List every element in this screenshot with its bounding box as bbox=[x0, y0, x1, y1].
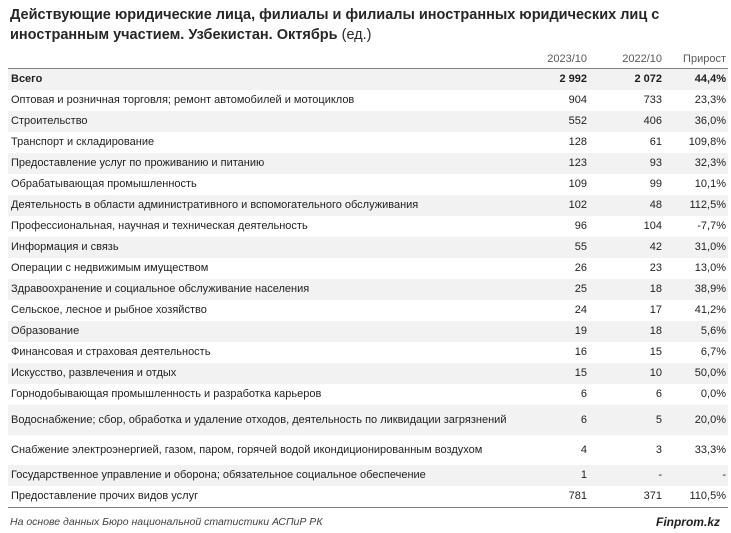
row-label: Строительство bbox=[8, 111, 514, 132]
table-row bbox=[8, 111, 728, 132]
row-label: Искусство, развлечения и отдых bbox=[8, 363, 514, 384]
value-2023: 15 bbox=[514, 363, 589, 384]
value-growth: 50,0% bbox=[664, 363, 728, 384]
table-row bbox=[8, 279, 728, 300]
title-text: Действующие юридические лица, филиалы и филиалы иностранных юридических лиц с иностранным участием. Узбекистан. Октябрь bbox=[10, 7, 660, 43]
value-growth: 32,3% bbox=[664, 153, 728, 174]
table-row bbox=[8, 195, 728, 216]
table-row bbox=[8, 216, 728, 237]
table-body bbox=[8, 69, 728, 508]
value-growth: 0,0% bbox=[700, 388, 726, 400]
value-2022: 15 bbox=[649, 346, 662, 358]
value-2023: 25 bbox=[514, 279, 589, 300]
value-2022: 406 bbox=[589, 111, 664, 132]
table-row bbox=[8, 90, 728, 111]
value-2022: - bbox=[589, 465, 664, 486]
table-row bbox=[8, 465, 728, 486]
value-growth: 10,1% bbox=[694, 178, 726, 190]
value-2022: 18 bbox=[589, 321, 664, 342]
value-2022: 61 bbox=[649, 136, 662, 148]
value-2023: 4 bbox=[580, 443, 587, 456]
row-label: Транспорт и складирование bbox=[11, 136, 155, 148]
value-2022: 2 072 bbox=[589, 69, 664, 91]
table-header-row bbox=[8, 50, 728, 69]
value-2023: 1 bbox=[514, 465, 589, 486]
row-label: Всего bbox=[8, 69, 514, 91]
table-row bbox=[8, 132, 728, 153]
table-row-total bbox=[8, 69, 728, 91]
row-label: Образование bbox=[8, 321, 514, 342]
row-label: Оптовая и розничная торговля; ремонт автомобилей и мотоциклов bbox=[11, 94, 355, 106]
value-growth: 36,0% bbox=[664, 111, 728, 132]
row-label: Сельское, лесное и рыбное хозяйство bbox=[11, 304, 207, 316]
table-row bbox=[8, 384, 728, 405]
value-growth: 20,0% bbox=[664, 405, 728, 435]
value-2023: 26 bbox=[574, 262, 587, 274]
table-row bbox=[8, 363, 728, 384]
value-2022: 17 bbox=[649, 304, 662, 316]
row-label: Операции с недвижимым имуществом bbox=[11, 262, 209, 274]
value-2023: 552 bbox=[514, 111, 589, 132]
table-row bbox=[8, 342, 728, 363]
value-2023: 2 992 bbox=[514, 69, 589, 91]
row-label: Здравоохранение и социальное обслуживание населения bbox=[8, 279, 514, 300]
row-label: Горнодобывающая промышленность и разработка карьеров bbox=[11, 388, 322, 400]
value-growth: 33,3% bbox=[694, 443, 726, 456]
value-2022: 99 bbox=[649, 178, 662, 190]
value-2023: 781 bbox=[514, 486, 589, 508]
value-2023: 904 bbox=[568, 94, 587, 106]
column-header-2022: 2022/10 bbox=[589, 50, 664, 69]
table-row bbox=[8, 153, 728, 174]
value-growth: 110,5% bbox=[664, 486, 728, 508]
value-2022: 733 bbox=[643, 94, 662, 106]
value-growth: 44,4% bbox=[664, 69, 728, 91]
value-2023: 109 bbox=[568, 178, 587, 190]
value-growth: 41,2% bbox=[694, 304, 726, 316]
value-2022: 3 bbox=[655, 443, 662, 456]
value-growth: - bbox=[664, 465, 728, 486]
column-header-2023: 2023/10 bbox=[514, 50, 589, 69]
value-2023: 24 bbox=[574, 304, 587, 316]
table-row bbox=[8, 486, 728, 508]
value-growth: 5,6% bbox=[664, 321, 728, 342]
table-row bbox=[8, 300, 728, 321]
value-growth: 112,5% bbox=[664, 195, 728, 216]
value-2023: 6 bbox=[514, 405, 589, 435]
value-2022: 18 bbox=[589, 279, 664, 300]
row-label: Финансовая и страховая деятельность bbox=[11, 346, 211, 358]
value-2022: 371 bbox=[589, 486, 664, 508]
row-label: Профессиональная, научная и техническая деятельность bbox=[11, 220, 308, 232]
row-label: Предоставление прочих видов услуг bbox=[8, 486, 514, 508]
value-2023: 128 bbox=[568, 136, 587, 148]
data-table bbox=[8, 50, 728, 508]
row-label: Государственное управление и оборона; обязательное социальное обеспечение bbox=[8, 465, 514, 486]
row-label: Деятельность в области административного и вспомогательного обслуживания bbox=[8, 195, 514, 216]
value-growth: 109,8% bbox=[688, 136, 726, 148]
row-label: Информация и связь bbox=[8, 237, 514, 258]
value-2022: 42 bbox=[589, 237, 664, 258]
value-growth: 23,3% bbox=[694, 94, 726, 106]
value-2023: 19 bbox=[514, 321, 589, 342]
row-label: Обрабатывающая промышленность bbox=[11, 178, 197, 190]
source-note: На основе данных Бюро национальной статистики АСПиР РК bbox=[10, 516, 323, 528]
page-title bbox=[10, 5, 722, 45]
column-header-growth: Прирост bbox=[664, 50, 728, 69]
table-row bbox=[8, 435, 728, 465]
table-row bbox=[8, 258, 728, 279]
value-2022: 5 bbox=[589, 405, 664, 435]
value-2023: 55 bbox=[514, 237, 589, 258]
row-label: Снабжение электроэнергией, газом, паром, горячей водой икондиционированным воздухом bbox=[11, 443, 483, 456]
table-row bbox=[8, 321, 728, 342]
value-growth: 6,7% bbox=[700, 346, 726, 358]
row-label: Водоснабжение; сбор, обработка и удаление отходов, деятельность по ликвидации загрязнений bbox=[8, 405, 514, 435]
table-row bbox=[8, 405, 728, 435]
value-2023: 6 bbox=[580, 388, 587, 400]
value-2022: 6 bbox=[655, 388, 662, 400]
table-row bbox=[8, 237, 728, 258]
value-2022: 48 bbox=[589, 195, 664, 216]
value-2022: 23 bbox=[649, 262, 662, 274]
value-growth: -7,7% bbox=[697, 220, 726, 232]
value-growth: 13,0% bbox=[694, 262, 726, 274]
value-growth: 31,0% bbox=[664, 237, 728, 258]
brand-logo: Finprom.kz bbox=[655, 515, 720, 529]
value-2023: 123 bbox=[514, 153, 589, 174]
column-header-name bbox=[8, 50, 514, 69]
value-2022: 104 bbox=[643, 220, 662, 232]
value-2023: 102 bbox=[514, 195, 589, 216]
row-label: Предоставление услуг по проживанию и питанию bbox=[8, 153, 514, 174]
value-2022: 93 bbox=[589, 153, 664, 174]
title-unit: (ед.) bbox=[341, 27, 372, 43]
value-2023: 16 bbox=[574, 346, 587, 358]
value-2023: 96 bbox=[574, 220, 587, 232]
value-2022: 10 bbox=[589, 363, 664, 384]
table-row bbox=[8, 174, 728, 195]
value-growth: 38,9% bbox=[664, 279, 728, 300]
footer bbox=[10, 515, 722, 531]
